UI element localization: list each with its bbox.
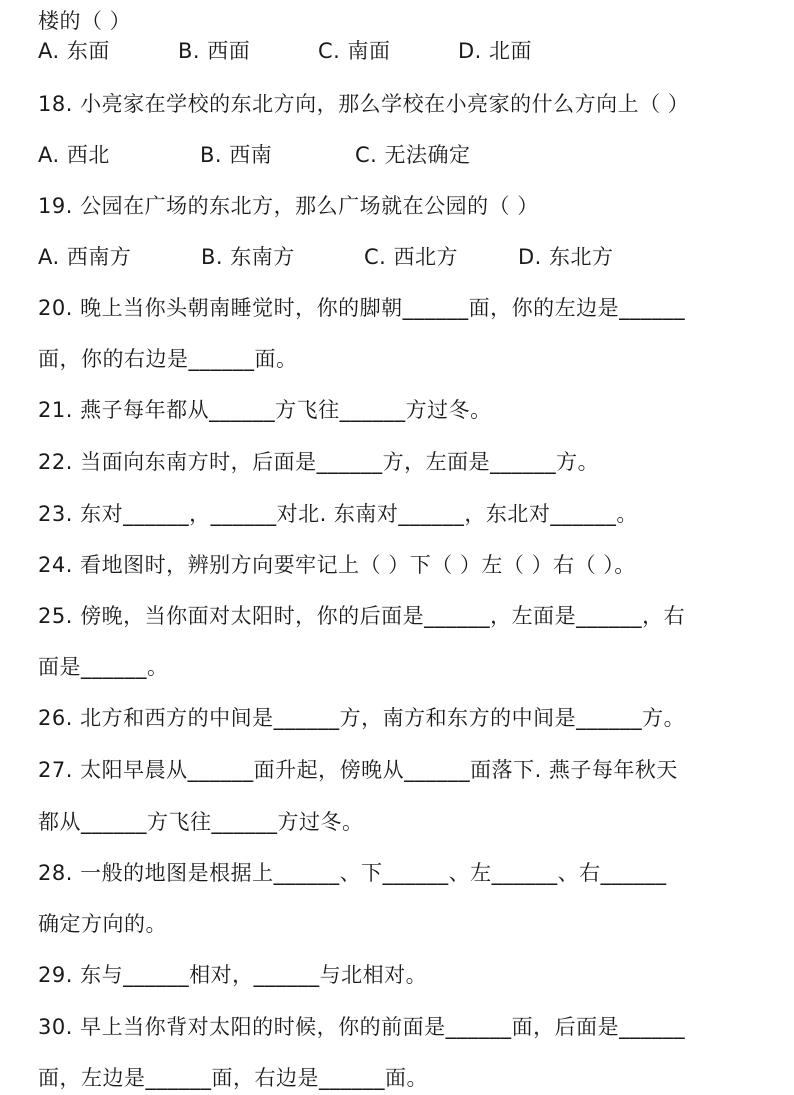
question-25-line-2: 面是______。: [38, 655, 169, 679]
option-b: B. 东南方: [201, 245, 295, 269]
question-24: 24. 看地图时，辨别方向要牢记上（ ）下（ ）左（ ）右（ ）。: [38, 553, 636, 577]
question-28-line-1: 28. 一般的地图是根据上______、下______、左______、右______: [38, 861, 667, 885]
question-30-line-2: 面，左边是______面，右边是______面。: [38, 1066, 428, 1090]
option-a: A. 西南方: [38, 245, 132, 269]
question-28-line-2: 确定方向的。: [38, 912, 167, 936]
question-22: 22. 当面向东南方时，后面是______方，左面是______方。: [38, 450, 600, 474]
question-17-continuation: 楼的（ ）: [38, 9, 132, 33]
question-30-line-1: 30. 早上当你背对太阳的时候，你的前面是______面，后面是______: [38, 1015, 686, 1039]
option-d: D. 北面: [458, 39, 533, 63]
question-25-line-1: 25. 傍晚，当你面对太阳时，你的后面是______，左面是______，右: [38, 604, 686, 628]
question-20-line-2: 面，你的右边是______面。: [38, 347, 298, 371]
question-20-line-1: 20. 晚上当你头朝南睡觉时，你的脚朝______面，你的左边是______: [38, 296, 686, 320]
option-c: C. 南面: [318, 39, 391, 63]
question-27-line-2: 都从______方飞往______方过冬。: [38, 810, 364, 834]
option-b: B. 西南: [200, 143, 273, 167]
question-19: 19. 公园在广场的东北方，那么广场就在公园的（ ）: [38, 194, 539, 218]
question-29: 29. 东与______相对，______与北相对。: [38, 963, 428, 987]
question-18: 18. 小亮家在学校的东北方向，那么学校在小亮家的什么方向上（ ）: [38, 92, 690, 116]
question-27-line-1: 27. 太阳早晨从______面升起，傍晚从______面落下. 燕子每年秋天: [38, 758, 678, 782]
question-23: 23. 东对______，______对北. 东南对______，东北对______。: [38, 502, 638, 526]
question-21: 21. 燕子每年都从______方飞往______方过冬。: [38, 398, 492, 422]
option-b: B. 西面: [178, 39, 251, 63]
question-26: 26. 北方和西方的中间是______方，南方和东方的中间是______方。: [38, 706, 686, 730]
option-c: C. 西北方: [364, 245, 459, 269]
option-a: A. 西北: [38, 143, 110, 167]
option-d: D. 东北方: [518, 245, 614, 269]
option-c: C. 无法确定: [355, 143, 471, 167]
option-a: A. 东面: [38, 39, 110, 63]
